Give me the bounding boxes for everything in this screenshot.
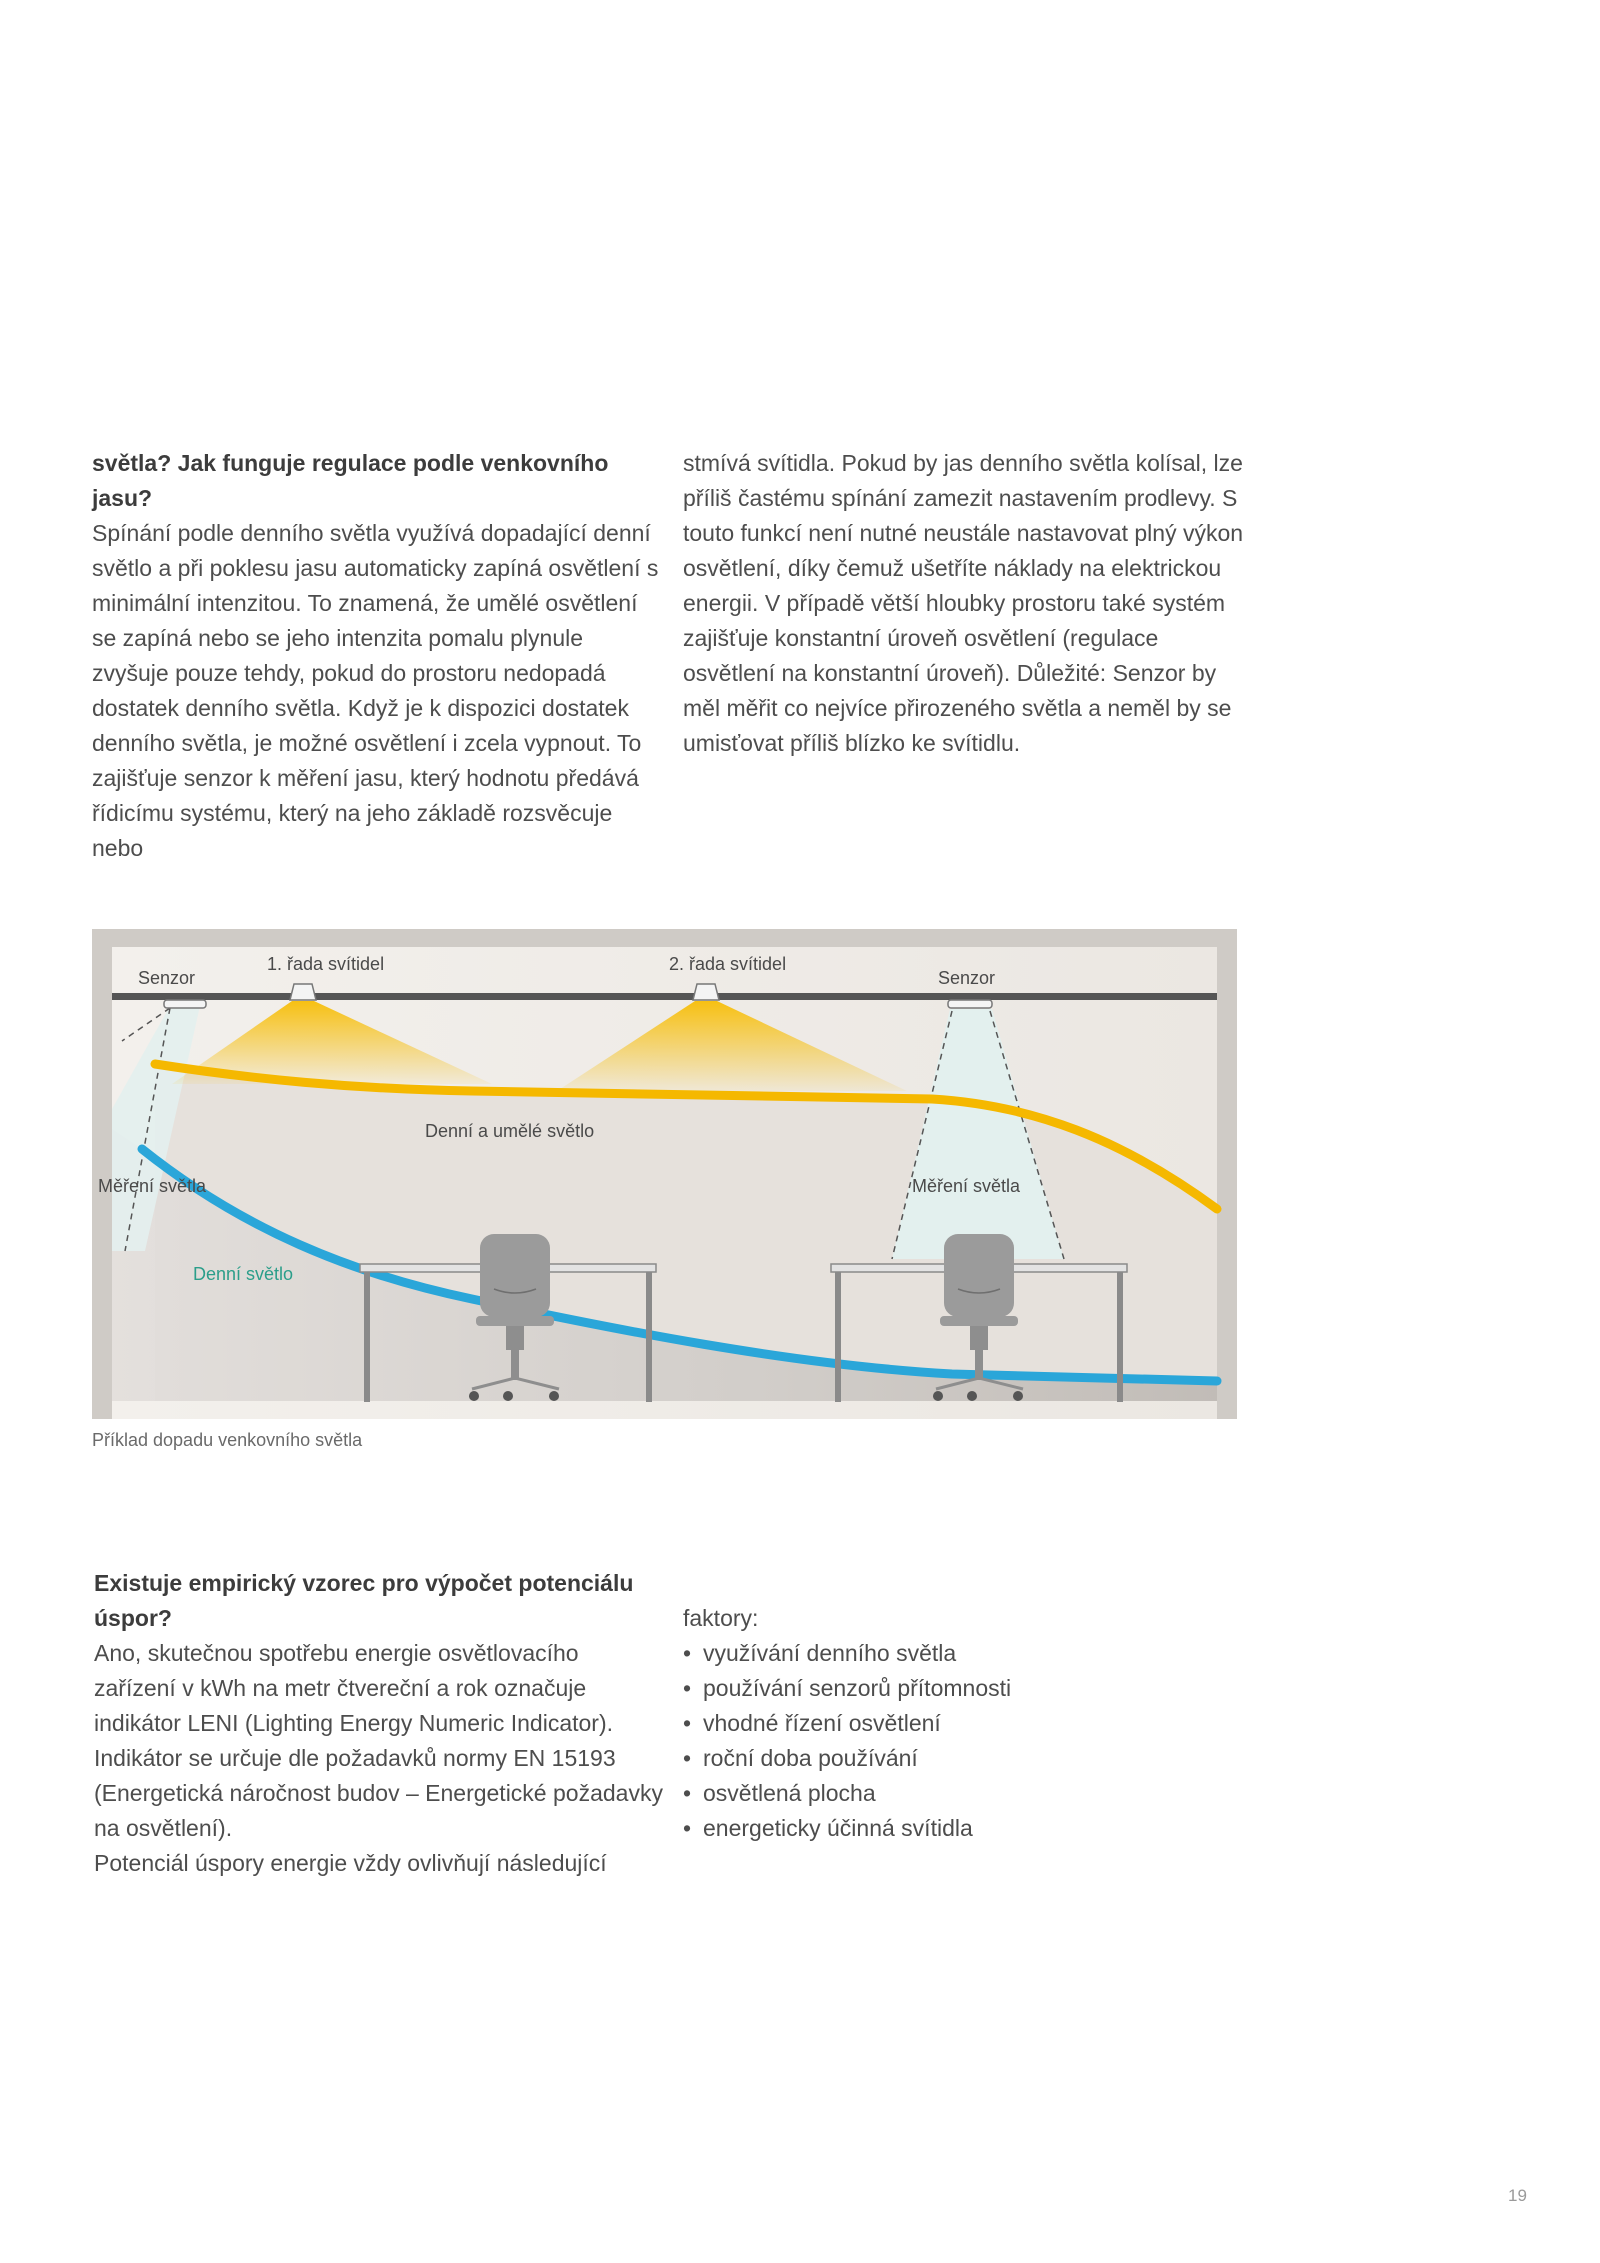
factors-list <box>683 1636 1253 1846</box>
paragraph-end: Potenciál úspory energie vždy ovlivňují následující <box>94 1850 607 1876</box>
label-measure-right: Měření světla <box>912 1176 1021 1196</box>
daylight-regulation-diagram <box>92 929 1237 1419</box>
label-row2: 2. řada svítidel <box>669 954 787 974</box>
label-daylight: Denní světlo <box>193 1264 294 1284</box>
section-question: Existuje empirický vzorec pro výpočet potenciálu úspor? <box>94 1570 634 1631</box>
sensor-left <box>164 1000 206 1008</box>
paragraph: stmívá svítidla. Pokud by jas denního světla kolísal, lze příliš častému spínání zamezit nastavením prodlevy. S touto funkcí není nutné neustále nastavovat plný výkon osvětlení, díky čemuž ušetříte náklady na elektrickou energii. V případě větší hloubky prostoru také systém zajišťuje konstantní úroveň osvětlení (regulace osvětlení na konstantní úroveň). Důležité: Senzor by měl měřit co nejvíce přirozeného světla a neměl by se umisťovat příliš blízko ke svítidlu. <box>683 450 1244 756</box>
text-column-2 <box>683 446 1253 761</box>
label-daylight-artificial: Denní a umělé světlo <box>425 1121 595 1141</box>
text-column-4 <box>683 1601 1253 1846</box>
luminaire-row2 <box>693 984 719 1000</box>
list-item: • používání senzorů přítomnosti <box>683 1671 1253 1706</box>
page-number: 19 <box>1508 2186 1527 2205</box>
list-item: • energeticky účinná svítidla <box>683 1811 1253 1846</box>
label-sensor-right: Senzor <box>938 968 996 988</box>
factors-intro: faktory: <box>683 1605 759 1631</box>
figure-caption: Příklad dopadu venkovního světla <box>92 1430 363 1450</box>
label-measure-left: Měření světla <box>98 1176 207 1196</box>
ceiling-rail <box>112 993 1217 1000</box>
label-row1: 1. řada svítidel <box>267 954 385 974</box>
label-sensor-left: Senzor <box>138 968 196 988</box>
text-column-3 <box>94 1566 664 1881</box>
list-item: • vhodné řízení osvětlení <box>683 1706 1253 1741</box>
text-column-1 <box>92 446 662 866</box>
paragraph: Ano, skutečnou spotřebu energie osvětlovacího zařízení v kWh na metr čtvereční a rok označuje indikátor LENI (Lighting Energy Numeric Indicator). Indikátor se určuje dle požadavků normy EN 15193 (Energetická náročnost budov – Energetické požadavky na osvětlení). <box>94 1640 663 1841</box>
luminaire-row1 <box>290 984 316 1000</box>
sensor-right <box>948 1000 992 1008</box>
section-question: světla? Jak funguje regulace podle venkovního jasu? <box>92 450 609 511</box>
paragraph: Spínání podle denního světla využívá dopadající denní světlo a při poklesu jasu automaticky zapíná osvětlení s minimální intenzitou. To znamená, že umělé osvětlení se zapíná nebo se jeho intenzita pomalu plynule zvyšuje pouze tehdy, pokud do prostoru nedopadá dostatek denního světla. Když je k dispozici dostatek denního světla, je možné osvětlení i zcela vypnout. To zajišťuje senzor k měření jasu, který hodnotu předává řídicímu systému, který na jeho základě rozsvěcuje nebo <box>92 520 659 861</box>
list-item: • roční doba používání <box>683 1741 1253 1776</box>
list-item: • osvětlená plocha <box>683 1776 1253 1811</box>
list-item: • využívání denního světla <box>683 1636 1253 1671</box>
